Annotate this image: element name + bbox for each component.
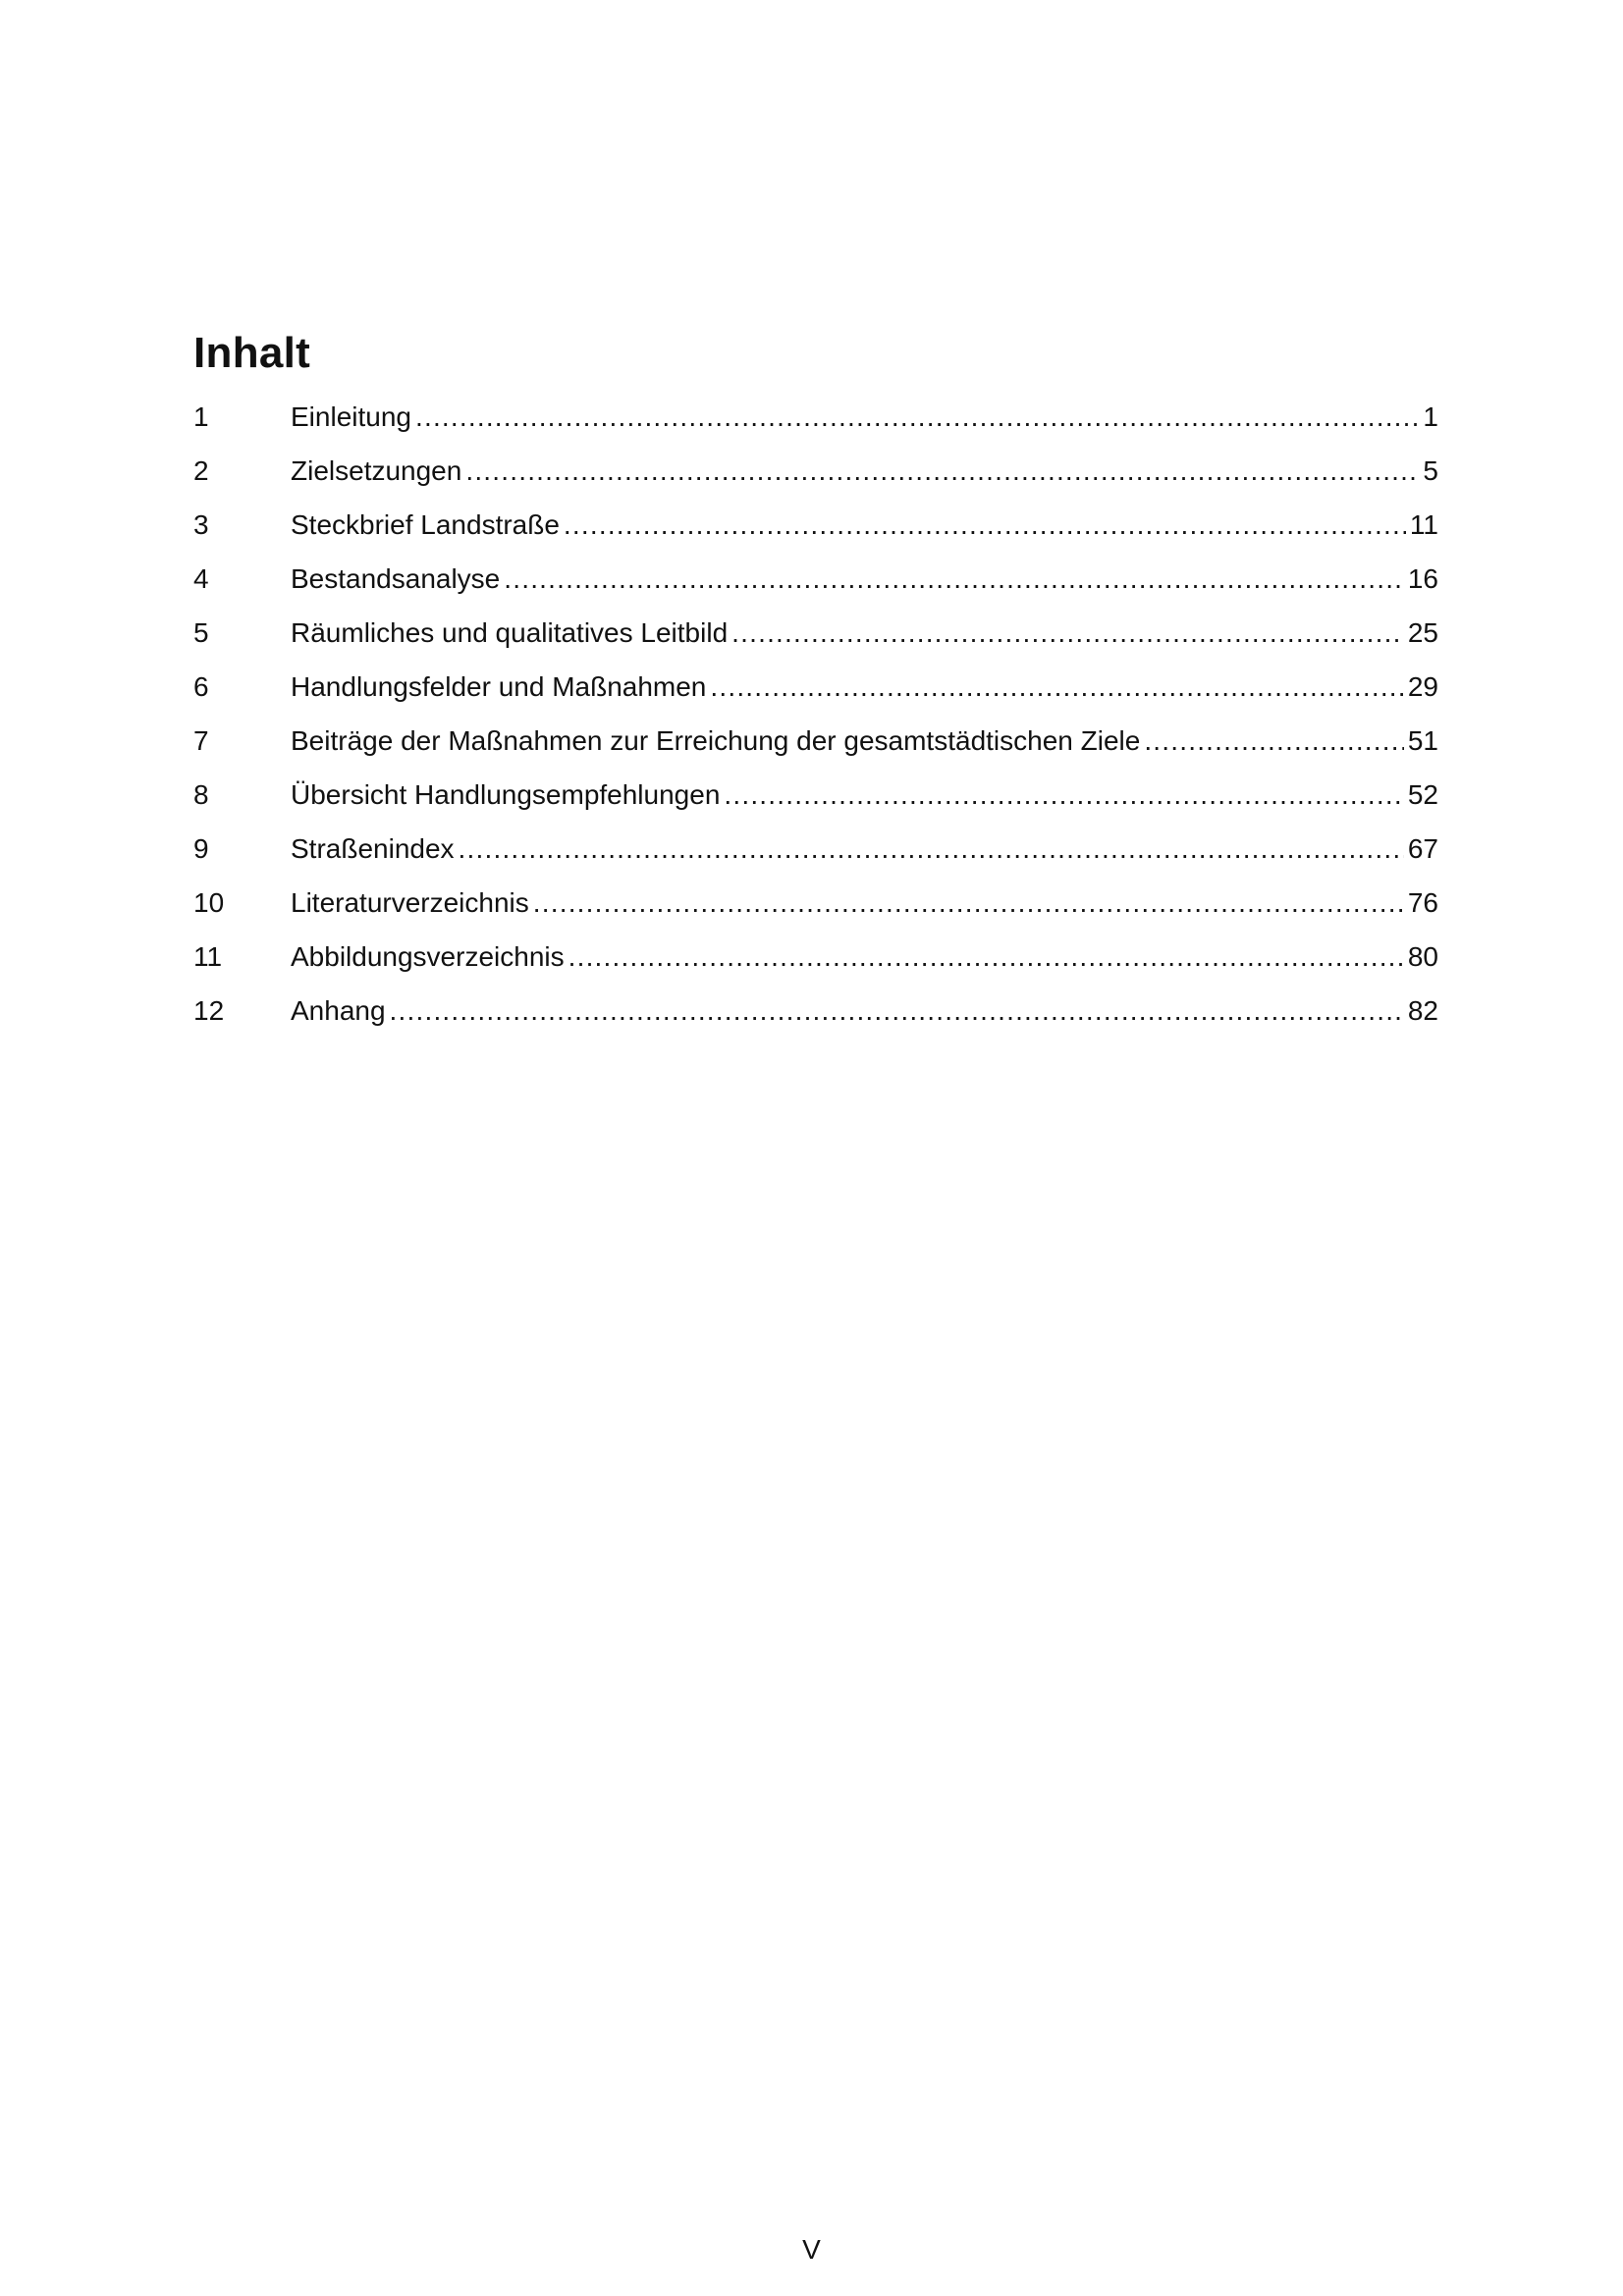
toc-entry[interactable]	[193, 930, 1438, 984]
toc-entry-page: 1	[1423, 401, 1438, 432]
toc-entry-number: 4	[193, 563, 209, 594]
toc-entry-title: Beiträge der Maßnahmen zur Erreichung der gesamtstädtischen Ziele	[291, 725, 1141, 756]
toc-heading: Inhalt	[193, 329, 311, 377]
toc-entry-page: 51	[1407, 725, 1438, 756]
toc-entry-number: 6	[193, 671, 209, 702]
toc-entry[interactable]	[193, 822, 1438, 876]
toc-dot-leader	[710, 660, 1403, 714]
toc-entry-title: Zielsetzungen	[291, 455, 462, 486]
toc-entry-title: Literaturverzeichnis	[291, 887, 529, 918]
toc-entry-page: 16	[1407, 563, 1438, 594]
page-number: V	[802, 2234, 821, 2265]
toc-entry-number: 5	[193, 617, 209, 648]
toc-dot-leader	[390, 984, 1404, 1038]
toc-dot-leader	[415, 390, 1419, 444]
toc-entry-number: 9	[193, 833, 209, 864]
toc-entry[interactable]	[193, 444, 1438, 498]
toc-dot-leader	[459, 822, 1404, 876]
toc-dot-leader	[564, 498, 1406, 552]
toc-entry[interactable]	[193, 390, 1438, 444]
toc-entry-page: 29	[1407, 671, 1438, 702]
toc-entry-title: Abbildungsverzeichnis	[291, 941, 565, 972]
toc-entry-number: 3	[193, 509, 209, 540]
toc-entry-page: 25	[1407, 617, 1438, 648]
toc-entry-title: Übersicht Handlungsempfehlungen	[291, 779, 721, 810]
toc-entry[interactable]	[193, 606, 1438, 660]
toc-entry-page: 82	[1407, 995, 1438, 1026]
toc-entry-title: Handlungsfelder und Maßnahmen	[291, 671, 707, 702]
toc-entry[interactable]	[193, 660, 1438, 714]
toc-entry[interactable]	[193, 876, 1438, 930]
toc-entry-number: 8	[193, 779, 209, 810]
table-of-contents	[193, 390, 1438, 1038]
toc-entry[interactable]	[193, 768, 1438, 822]
toc-dot-leader	[533, 876, 1404, 930]
toc-entry-number: 10	[193, 887, 225, 918]
toc-dot-leader	[504, 552, 1404, 606]
toc-dot-leader	[1144, 714, 1404, 768]
toc-dot-leader	[731, 606, 1404, 660]
toc-entry-title: Anhang	[291, 995, 386, 1026]
toc-entry-number: 1	[193, 401, 209, 432]
toc-entry-title: Einleitung	[291, 401, 411, 432]
toc-entry[interactable]	[193, 552, 1438, 606]
toc-entry-number: 11	[193, 941, 223, 972]
toc-dot-leader	[724, 768, 1403, 822]
toc-entry-page: 76	[1407, 887, 1438, 918]
toc-entry-title: Bestandsanalyse	[291, 563, 501, 594]
toc-entry-title: Steckbrief Landstraße	[291, 509, 560, 540]
toc-entry-number: 2	[193, 455, 209, 486]
toc-entry-page: 52	[1407, 779, 1438, 810]
toc-dot-leader	[568, 930, 1404, 984]
toc-entry-page: 80	[1407, 941, 1438, 972]
toc-dot-leader	[465, 444, 1419, 498]
toc-entry-number: 12	[193, 995, 225, 1026]
toc-entry-page: 11	[1409, 509, 1438, 540]
toc-entry[interactable]	[193, 714, 1438, 768]
toc-entry-number: 7	[193, 725, 209, 756]
toc-entry-page: 5	[1423, 455, 1438, 486]
toc-entry[interactable]	[193, 984, 1438, 1038]
toc-entry-page: 67	[1407, 833, 1438, 864]
toc-entry[interactable]	[193, 498, 1438, 552]
toc-entry-title: Straßenindex	[291, 833, 455, 864]
toc-entry-title: Räumliches und qualitatives Leitbild	[291, 617, 729, 648]
